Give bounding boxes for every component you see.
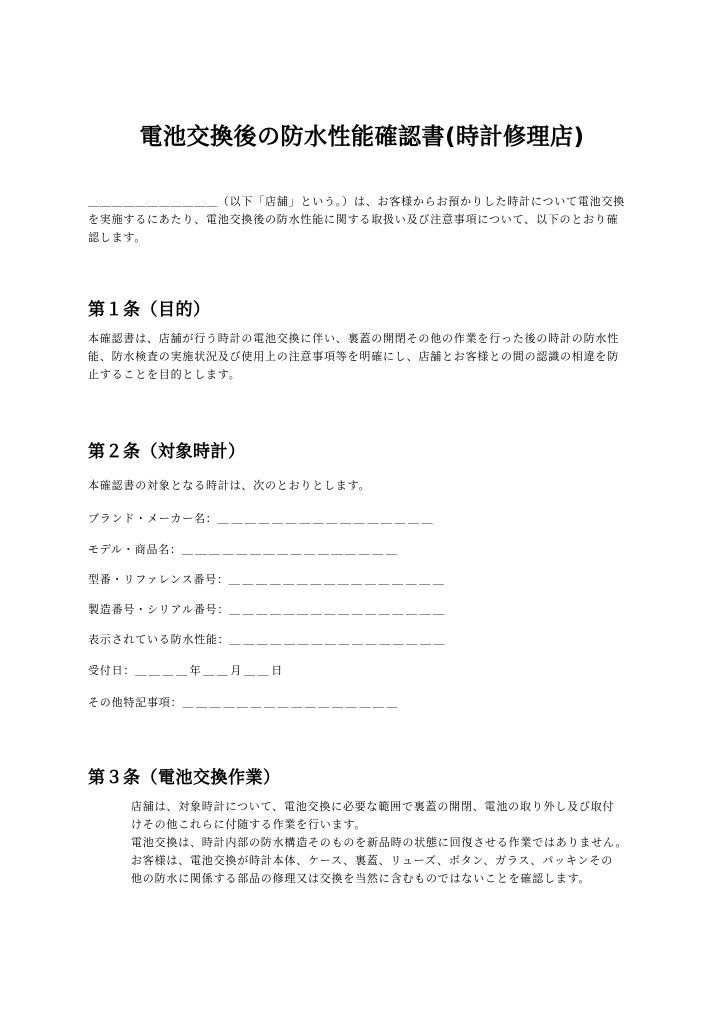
intro-line: を実施するにあたり、電池交換後の防水性能に関する取扱い及び注意事項について、以下のとおり確 xyxy=(88,213,619,226)
field-blank: ＿＿＿＿＿＿＿＿＿＿＿＿＿＿＿＿ xyxy=(217,512,436,525)
field-special-notes xyxy=(88,694,400,710)
field-reference xyxy=(88,571,446,587)
article3-paragraph xyxy=(131,798,651,888)
article3-line: 店舗は、対象時計について、電池交換に必要な範囲で裏蓋の開閉、電池の取り外し及び取付 xyxy=(131,800,615,813)
article1-heading: 第１条（目的） xyxy=(88,300,211,320)
field-label: モデル・商品名： xyxy=(88,543,182,556)
field-model xyxy=(88,541,399,557)
intro-line: ＿＿＿＿＿＿＿＿＿＿＿（以下「店舗」という。）は、お客様からお預かりした時計について電池交換 xyxy=(88,195,626,208)
article3-line: 電池交換は、時計内部の防水構造そのものを新品時の状態に回復させる作業ではありません。 xyxy=(131,836,628,849)
field-label: その他特記事項： xyxy=(88,696,183,709)
article3-line: けその他これらに付随する作業を行います。 xyxy=(131,818,367,831)
field-serial xyxy=(88,601,447,617)
field-label: ブランド・メーカー名： xyxy=(88,512,218,525)
intro-paragraph xyxy=(88,193,648,247)
article2-heading: 第２条（対象時計） xyxy=(88,442,246,462)
document-title: 電池交換後の防水性能確認書(時計修理店) xyxy=(139,124,585,150)
field-label: 製造番号・シリアル番号： xyxy=(88,603,230,616)
field-brand xyxy=(88,510,435,526)
field-label: 表示されている防水性能： xyxy=(88,633,230,646)
field-blank: ＿＿＿＿年＿＿月＿＿日 xyxy=(135,664,285,677)
article2-intro-line: 本確認書の対象となる時計は、次のとおりとします。 xyxy=(88,479,371,492)
article1-paragraph xyxy=(88,330,648,384)
field-label: 受付日： xyxy=(88,664,136,677)
article1-line: 本確認書は、店舗が行う時計の電池交換に伴い、裏蓋の開閉その他の作業を行った後の時計の防水性 xyxy=(88,332,619,345)
field-blank: ＿＿＿＿＿＿＿＿＿＿＿＿＿＿＿＿ xyxy=(181,543,400,556)
field-water-resistance xyxy=(88,631,447,647)
field-blank: ＿＿＿＿＿＿＿＿＿＿＿＿＿＿＿＿ xyxy=(228,573,447,586)
intro-line: 認します。 xyxy=(88,231,147,244)
article3-line: お客様は、電池交換が時計本体、ケース、裏蓋、リューズ、ボタン、ガラス、パッキンその xyxy=(131,854,614,867)
field-blank: ＿＿＿＿＿＿＿＿＿＿＿＿＿＿＿＿ xyxy=(229,633,448,646)
field-label: 型番・リファレンス番号： xyxy=(88,573,229,586)
article3-line: 他の防水に関係する部品の修理又は交換を当然に含むものではないことを確認します。 xyxy=(131,872,591,885)
article3-heading: 第３条（電池交換作業） xyxy=(88,768,281,788)
field-blank: ＿＿＿＿＿＿＿＿＿＿＿＿＿＿＿＿ xyxy=(182,696,401,709)
field-reception-date xyxy=(88,662,285,678)
article1-line: 止することを目的とします。 xyxy=(88,368,241,381)
article2-intro xyxy=(88,477,648,495)
field-blank: ＿＿＿＿＿＿＿＿＿＿＿＿＿＿＿＿ xyxy=(229,603,447,616)
article1-line: 能、防水検査の実施状況及び使用上の注意事項等を明確にし、店舗とお客様との間の認識の相違を防 xyxy=(88,350,619,363)
